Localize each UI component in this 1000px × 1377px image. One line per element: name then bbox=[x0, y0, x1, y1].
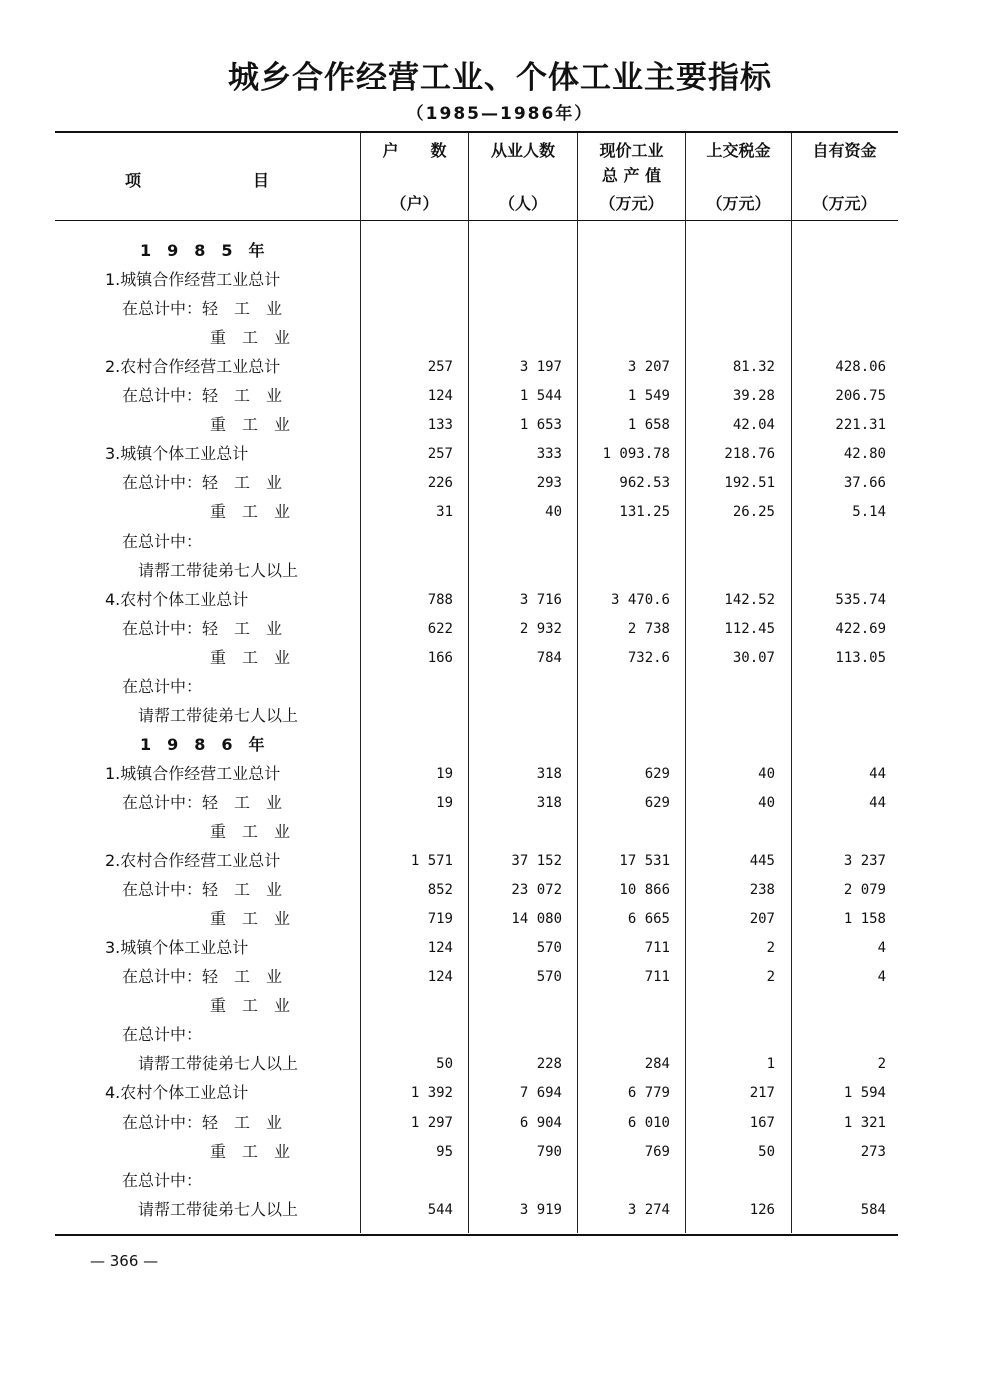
cell-value: 2 932 bbox=[519, 620, 562, 637]
cell-value: 206.75 bbox=[835, 388, 886, 405]
column-header-name: 上交税金 bbox=[706, 141, 771, 160]
table-row bbox=[0, 385, 1000, 414]
row-label: 重 工 业 bbox=[210, 415, 291, 435]
table-row bbox=[0, 269, 1000, 298]
cell-value: 790 bbox=[536, 1143, 562, 1160]
row-label: 重 工 业 bbox=[210, 1141, 291, 1161]
cell-value: 30.07 bbox=[732, 649, 775, 666]
cell-value: 124 bbox=[427, 940, 453, 957]
table-row bbox=[0, 327, 1000, 356]
cell-value: 4 bbox=[877, 940, 886, 957]
cell-value: 40 bbox=[758, 794, 775, 811]
cell-value: 584 bbox=[860, 1201, 886, 1218]
cell-value: 19 bbox=[436, 765, 453, 782]
cell-value: 852 bbox=[427, 882, 453, 899]
row-label: 在总计中： bbox=[122, 676, 203, 696]
column-header-name: 从业人数 bbox=[490, 141, 555, 160]
cell-value: 1 658 bbox=[627, 417, 670, 434]
table-row bbox=[0, 995, 1000, 1024]
table-row bbox=[0, 1170, 1000, 1199]
cell-value: 719 bbox=[427, 911, 453, 928]
table-row bbox=[0, 821, 1000, 850]
cell-value: 221.31 bbox=[835, 417, 886, 434]
row-label: 3.城镇个体工业总计 bbox=[105, 444, 249, 464]
cell-value: 14 080 bbox=[511, 911, 562, 928]
cell-value: 1 544 bbox=[519, 388, 562, 405]
cell-value: 228 bbox=[536, 1056, 562, 1073]
table-row bbox=[0, 1141, 1000, 1170]
row-label: 在总计中：轻 工 业 bbox=[122, 386, 283, 406]
row-label: 在总计中： bbox=[122, 1170, 203, 1190]
cell-value: 535.74 bbox=[835, 591, 886, 608]
cell-value: 3 274 bbox=[627, 1201, 670, 1218]
row-label: 重 工 业 bbox=[210, 996, 291, 1016]
cell-value: 333 bbox=[536, 446, 562, 463]
table-row bbox=[0, 356, 1000, 385]
cell-value: 6 010 bbox=[627, 1114, 670, 1131]
cell-value: 1 571 bbox=[410, 853, 453, 870]
row-label: 1 9 8 6 年 bbox=[140, 734, 265, 754]
cell-value: 218.76 bbox=[724, 446, 775, 463]
cell-value: 629 bbox=[644, 794, 670, 811]
row-label: 重 工 业 bbox=[210, 909, 291, 929]
top-rule bbox=[55, 131, 898, 133]
cell-value: 3 919 bbox=[519, 1201, 562, 1218]
cell-value: 422.69 bbox=[835, 620, 886, 637]
cell-value: 23 072 bbox=[511, 882, 562, 899]
cell-value: 50 bbox=[436, 1056, 453, 1073]
cell-value: 3 207 bbox=[627, 359, 670, 376]
column-header-unit: （万元） bbox=[599, 194, 664, 213]
cell-value: 124 bbox=[427, 388, 453, 405]
cell-value: 1 392 bbox=[410, 1085, 453, 1102]
table-row bbox=[0, 414, 1000, 443]
row-label: 4.农村个体工业总计 bbox=[105, 589, 249, 609]
table-row bbox=[0, 734, 1000, 763]
table-row bbox=[0, 1053, 1000, 1082]
cell-value: 2 bbox=[766, 969, 775, 986]
cell-value: 4 bbox=[877, 969, 886, 986]
cell-value: 112.45 bbox=[724, 620, 775, 637]
cell-value: 1 321 bbox=[843, 1114, 886, 1131]
cell-value: 19 bbox=[436, 794, 453, 811]
cell-value: 2 bbox=[766, 940, 775, 957]
row-label: 请帮工带徒弟七人以上 bbox=[138, 705, 299, 725]
cell-value: 39.28 bbox=[732, 388, 775, 405]
cell-value: 962.53 bbox=[619, 475, 670, 492]
cell-value: 711 bbox=[644, 969, 670, 986]
cell-value: 142.52 bbox=[724, 591, 775, 608]
table-row bbox=[0, 763, 1000, 792]
row-label: 重 工 业 bbox=[210, 328, 291, 348]
row-label: 重 工 业 bbox=[210, 822, 291, 841]
table-row bbox=[0, 531, 1000, 560]
table-row bbox=[0, 879, 1000, 908]
cell-value: 226 bbox=[427, 475, 453, 492]
cell-value: 40 bbox=[758, 765, 775, 782]
cell-value: 257 bbox=[427, 446, 453, 463]
cell-value: 318 bbox=[536, 794, 562, 811]
column-header-unit: （人） bbox=[498, 194, 547, 213]
table-row bbox=[0, 908, 1000, 937]
cell-value: 95 bbox=[436, 1143, 453, 1160]
cell-value: 293 bbox=[536, 475, 562, 492]
row-label: 在总计中：轻 工 业 bbox=[122, 299, 283, 319]
cell-value: 42.04 bbox=[732, 417, 775, 434]
cell-value: 5.14 bbox=[852, 504, 886, 521]
cell-value: 167 bbox=[749, 1114, 775, 1131]
table-row bbox=[0, 676, 1000, 705]
cell-value: 2 bbox=[877, 1056, 886, 1073]
cell-value: 42.80 bbox=[843, 446, 886, 463]
cell-value: 126 bbox=[749, 1201, 775, 1218]
row-label: 在总计中：轻 工 业 bbox=[122, 1112, 283, 1132]
table-row bbox=[0, 1112, 1000, 1141]
cell-value: 238 bbox=[749, 882, 775, 899]
cell-value: 2 079 bbox=[843, 882, 886, 899]
cell-value: 788 bbox=[427, 591, 453, 608]
row-label: 1 9 8 5 年 bbox=[140, 241, 265, 260]
cell-value: 6 779 bbox=[627, 1085, 670, 1102]
row-label: 请帮工带徒弟七人以上 bbox=[138, 1054, 299, 1074]
cell-value: 31 bbox=[436, 504, 453, 521]
page-number: — 366 — bbox=[90, 1252, 159, 1270]
header-rule bbox=[55, 220, 898, 221]
row-label: 请帮工带徒弟七人以上 bbox=[138, 1199, 299, 1219]
table-row bbox=[0, 472, 1000, 501]
cell-value: 1 653 bbox=[519, 417, 562, 434]
table-row bbox=[0, 443, 1000, 472]
cell-value: 3 470.6 bbox=[610, 591, 670, 608]
cell-value: 81.32 bbox=[732, 359, 775, 376]
row-label: 在总计中：轻 工 业 bbox=[122, 967, 283, 987]
table-row bbox=[0, 618, 1000, 647]
table-row bbox=[0, 589, 1000, 618]
row-label: 1.城镇合作经营工业总计 bbox=[105, 763, 281, 783]
page-title: 城乡合作经营工业、个体工业主要指标 bbox=[228, 60, 772, 96]
cell-value: 257 bbox=[427, 359, 453, 376]
table-row bbox=[0, 501, 1000, 530]
cell-value: 26.25 bbox=[732, 504, 775, 521]
table-row bbox=[0, 937, 1000, 966]
table-row bbox=[0, 1024, 1000, 1053]
cell-value: 2 738 bbox=[627, 620, 670, 637]
column-header-name: 现价工业 总 产 值 bbox=[599, 141, 664, 185]
cell-value: 6 904 bbox=[519, 1114, 562, 1131]
row-label: 在总计中： bbox=[122, 1025, 203, 1045]
cell-value: 544 bbox=[427, 1201, 453, 1218]
table-row bbox=[0, 1199, 1000, 1228]
row-label: 在总计中： bbox=[122, 531, 203, 551]
column-header-unit: （万元） bbox=[706, 194, 771, 213]
cell-value: 40 bbox=[545, 504, 562, 521]
row-label: 1.城镇合作经营工业总计 bbox=[105, 270, 281, 290]
cell-value: 284 bbox=[644, 1056, 670, 1073]
cell-value: 17 531 bbox=[619, 853, 670, 870]
row-label: 重 工 业 bbox=[210, 502, 291, 522]
table-row bbox=[0, 298, 1000, 327]
row-label: 2.农村合作经营工业总计 bbox=[105, 357, 281, 377]
column-header-name: 户 数 bbox=[382, 141, 447, 160]
cell-value: 622 bbox=[427, 620, 453, 637]
row-label: 在总计中：轻 工 业 bbox=[122, 792, 283, 812]
row-label: 2.农村合作经营工业总计 bbox=[105, 851, 281, 871]
bottom-rule bbox=[55, 1234, 898, 1236]
cell-value: 3 197 bbox=[519, 359, 562, 376]
cell-value: 428.06 bbox=[835, 359, 886, 376]
cell-value: 3 716 bbox=[519, 591, 562, 608]
table-row bbox=[0, 705, 1000, 734]
cell-value: 217 bbox=[749, 1085, 775, 1102]
row-label: 重 工 业 bbox=[210, 647, 291, 667]
cell-value: 37 152 bbox=[511, 853, 562, 870]
table-row bbox=[0, 240, 1000, 269]
row-label: 在总计中：轻 工 业 bbox=[122, 618, 283, 638]
cell-value: 37.66 bbox=[843, 475, 886, 492]
table-row bbox=[0, 966, 1000, 995]
table-row bbox=[0, 850, 1000, 879]
cell-value: 124 bbox=[427, 969, 453, 986]
cell-value: 784 bbox=[536, 649, 562, 666]
cell-value: 44 bbox=[869, 765, 886, 782]
cell-value: 1 158 bbox=[843, 911, 886, 928]
cell-value: 1 bbox=[766, 1056, 775, 1073]
cell-value: 166 bbox=[427, 649, 453, 666]
cell-value: 44 bbox=[869, 794, 886, 811]
row-label: 在总计中：轻 工 业 bbox=[122, 473, 283, 493]
cell-value: 7 694 bbox=[519, 1085, 562, 1102]
page-subtitle: （1985—1986年） bbox=[406, 104, 594, 124]
cell-value: 3 237 bbox=[843, 853, 886, 870]
cell-value: 207 bbox=[749, 911, 775, 928]
cell-value: 131.25 bbox=[619, 504, 670, 521]
table-row bbox=[0, 560, 1000, 589]
row-label: 请帮工带徒弟七人以上 bbox=[138, 560, 299, 580]
cell-value: 1 594 bbox=[843, 1085, 886, 1102]
table-row bbox=[0, 647, 1000, 676]
column-header-name: 自有资金 bbox=[812, 141, 877, 160]
table-row bbox=[0, 792, 1000, 821]
cell-value: 732.6 bbox=[627, 649, 670, 666]
cell-value: 1 549 bbox=[627, 388, 670, 405]
cell-value: 10 866 bbox=[619, 882, 670, 899]
cell-value: 192.51 bbox=[724, 475, 775, 492]
cell-value: 6 665 bbox=[627, 911, 670, 928]
row-label: 3.城镇个体工业总计 bbox=[105, 938, 249, 958]
cell-value: 570 bbox=[536, 969, 562, 986]
cell-value: 318 bbox=[536, 765, 562, 782]
cell-value: 273 bbox=[860, 1143, 886, 1160]
column-header-unit: （户） bbox=[390, 194, 439, 213]
cell-value: 711 bbox=[644, 940, 670, 957]
cell-value: 1 093.78 bbox=[602, 446, 670, 463]
cell-value: 629 bbox=[644, 765, 670, 782]
cell-value: 50 bbox=[758, 1143, 775, 1160]
table-row bbox=[0, 1082, 1000, 1111]
column-header-unit: （万元） bbox=[812, 194, 877, 213]
cell-value: 769 bbox=[644, 1143, 670, 1160]
cell-value: 445 bbox=[749, 853, 775, 870]
row-label: 在总计中：轻 工 业 bbox=[122, 880, 283, 900]
cell-value: 1 297 bbox=[410, 1114, 453, 1131]
item-column-header: 项 目 bbox=[125, 171, 270, 190]
row-label: 4.农村个体工业总计 bbox=[105, 1083, 249, 1103]
cell-value: 133 bbox=[427, 417, 453, 434]
cell-value: 113.05 bbox=[835, 649, 886, 666]
cell-value: 570 bbox=[536, 940, 562, 957]
